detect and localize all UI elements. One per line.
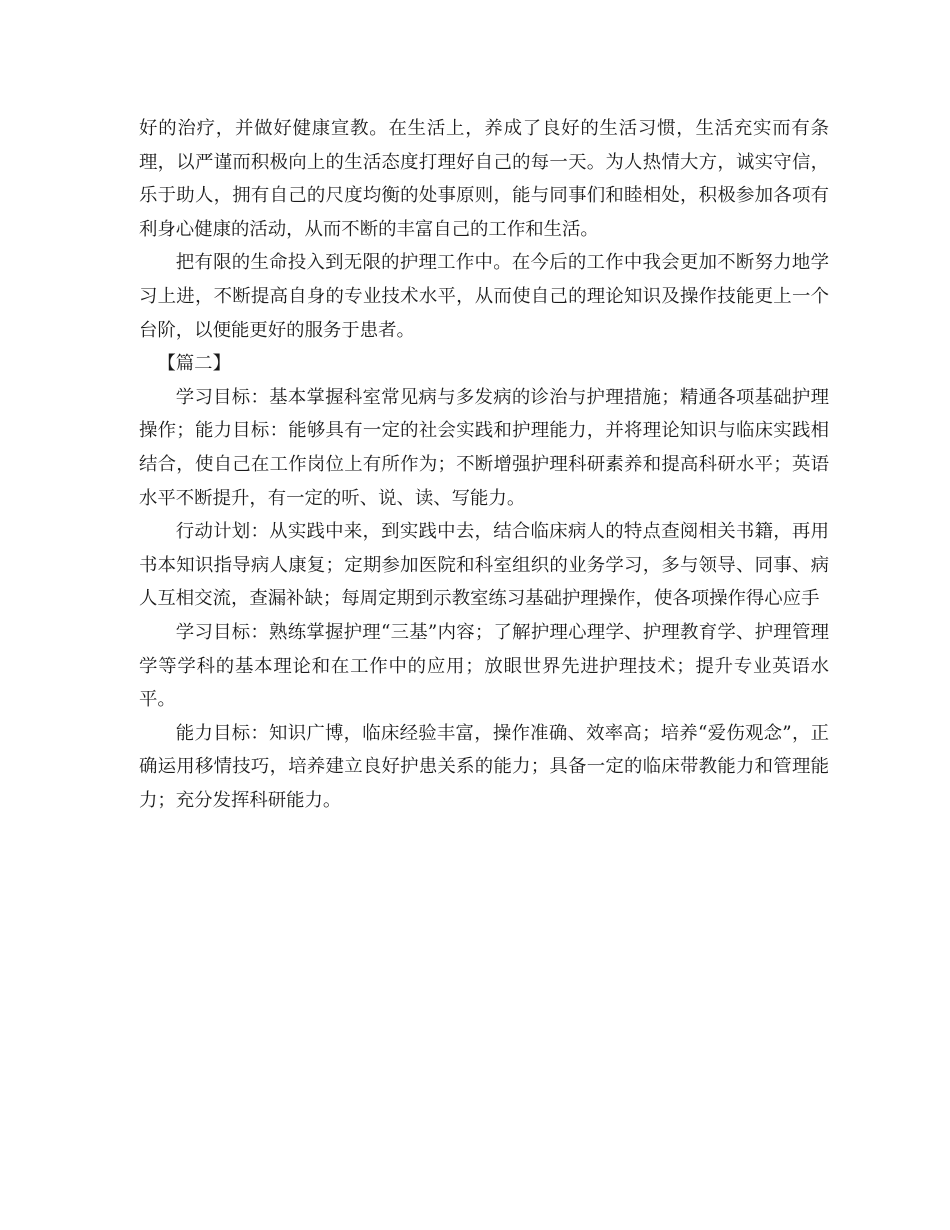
document-body	[139, 112, 829, 817]
paragraph-action-plan: 行动计划：从实践中来，到实践中去，结合临床病人的特点查阅相关书籍，再用书本知识指导病人康复；定期参加医院和科室组织的业务学习，多与领导、同事、病人互相交流，查漏补缺；每周定期到示教室练习基础护理操作，使各项操作得心应手	[139, 521, 829, 610]
paragraph-commitment: 把有限的生命投入到无限的护理工作中。在今后的工作中我会更加不断努力地学习上进，不断提高自身的专业技术水平，从而使自己的理论知识及操作技能更上一个台阶，以便能更好的服务于患者。	[139, 252, 829, 341]
paragraph-continuation: 好的治疗，并做好健康宣教。在生活上，养成了良好的生活习惯，生活充实而有条理，以严谨而积极向上的生活态度打理好自己的每一天。为人热情大方，诚实守信，乐于助人，拥有自己的尺度均衡的处事原则，能与同事们和睦相处，积极参加各项有利身心健康的活动，从而不断的丰富自己的工作和生活。	[139, 118, 829, 240]
paragraph-learning-goals-2: 学习目标：熟练掌握护理“三基”内容；了解护理心理学、护理教育学、护理管理学等学科的基本理论和在工作中的应用；放眼世界先进护理技术；提升专业英语水平。	[139, 621, 829, 711]
section-heading-part-two: 【篇二】	[157, 353, 231, 375]
paragraph-ability-goals: 能力目标：知识广博，临床经验丰富，操作准确、效率高；培养“爱伤观念”，正确运用移情技巧，培养建立良好护患关系的能力；具备一定的临床带教能力和管理能力；充分发挥科研能力。	[139, 722, 829, 811]
paragraph-learning-goals: 学习目标：基本掌握科室常见病与多发病的诊治与护理措施；精通各项基础护理操作；能力目标：能够具有一定的社会实践和护理能力，并将理论知识与临床实践相结合，使自己在工作岗位上有所作为；不断增强护理科研素养和提高科研水平；英语水平不断提升，有一定的听、说、读、写能力。	[139, 386, 829, 509]
